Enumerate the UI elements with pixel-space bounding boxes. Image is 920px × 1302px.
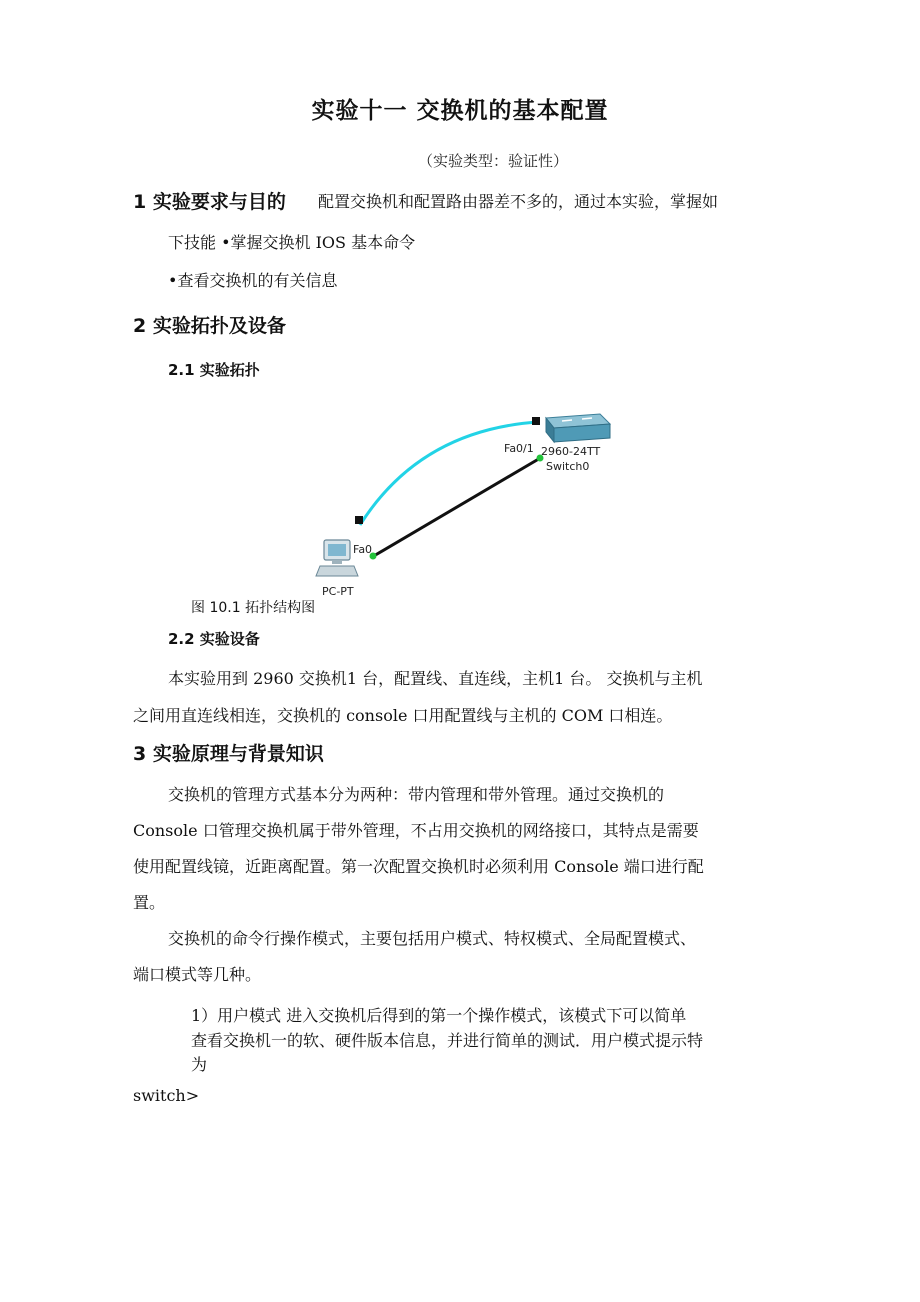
list-item-1-line3: 为 <box>191 1055 208 1074</box>
paragraph-1-line2: Console 口管理交换机属于带外管理，不占用交换机的网络接口，其特点是需要 <box>133 821 699 840</box>
equipment-line1: 本实验用到 2960 交换机1 台，配置线、直连线，主机1 台。 交换机与主机 <box>168 669 703 688</box>
list-item-1-line1: 1）用户模式 进入交换机后得到的第一个操作模式，该模式下可以简单 <box>191 1006 687 1025</box>
paragraph-1-line1: 交换机的管理方式基本分为两种：带内管理和带外管理。通过交换机的 <box>168 785 665 804</box>
section-1-text-line2: 下技能 •掌握交换机 IOS 基本命令 <box>168 233 416 252</box>
list-item-1-line2: 查看交换机一的软、硬件版本信息，并进行简单的测试．用户模式提示特 <box>191 1031 704 1050</box>
paragraph-2-line1: 交换机的命令行操作模式，主要包括用户模式、特权模式、全局配置模式、 <box>168 929 697 948</box>
user-mode-prompt: switch> <box>133 1086 200 1105</box>
figure-caption: 图 10.1 拓扑结构图 <box>191 600 316 616</box>
switch-model-label: 2960-24TT <box>541 445 601 458</box>
pc-icon[interactable] <box>316 540 358 576</box>
pc-name-label: PC-PT <box>322 585 354 598</box>
subsection-2-1-heading: 2.1 实验拓扑 <box>168 361 260 379</box>
console-cable-endpoint-switch <box>532 417 540 425</box>
switch-port-label: Fa0/1 <box>504 442 534 455</box>
switch-icon[interactable] <box>546 414 610 442</box>
section-1-text-line3: •查看交换机的有关信息 <box>168 271 338 290</box>
section-1-text-line1: 配置交换机和配置路由器差不多的，通过本实验，掌握如 <box>318 192 719 211</box>
paragraph-1-line3: 使用配置线镜，近距离配置。第一次配置交换机时必须利用 Console 端口进行配 <box>133 857 704 876</box>
paragraph-2-line2: 端口模式等几种。 <box>133 965 262 984</box>
section-2-heading: 2 实验拓扑及设备 <box>133 315 286 337</box>
subsection-2-2-heading: 2.2 实验设备 <box>168 630 260 648</box>
section-1-heading: 1 实验要求与目的 <box>133 191 286 213</box>
paragraph-1-line4: 置。 <box>133 893 166 912</box>
switch-name-label: Switch0 <box>546 460 590 473</box>
section-3-heading: 3 实验原理与背景知识 <box>133 743 324 765</box>
topology-diagram <box>300 400 620 600</box>
pc-port-label: Fa0 <box>353 543 373 556</box>
page-title: 实验十一 交换机的基本配置 <box>311 98 609 124</box>
console-cable-endpoint-pc <box>355 516 363 524</box>
equipment-line2: 之间用直连线相连，交换机的 console 口用配置线与主机的 COM 口相连。 <box>133 706 673 725</box>
straight-through-cable <box>372 457 542 557</box>
experiment-type: （实验类型：验证性） <box>418 152 569 170</box>
